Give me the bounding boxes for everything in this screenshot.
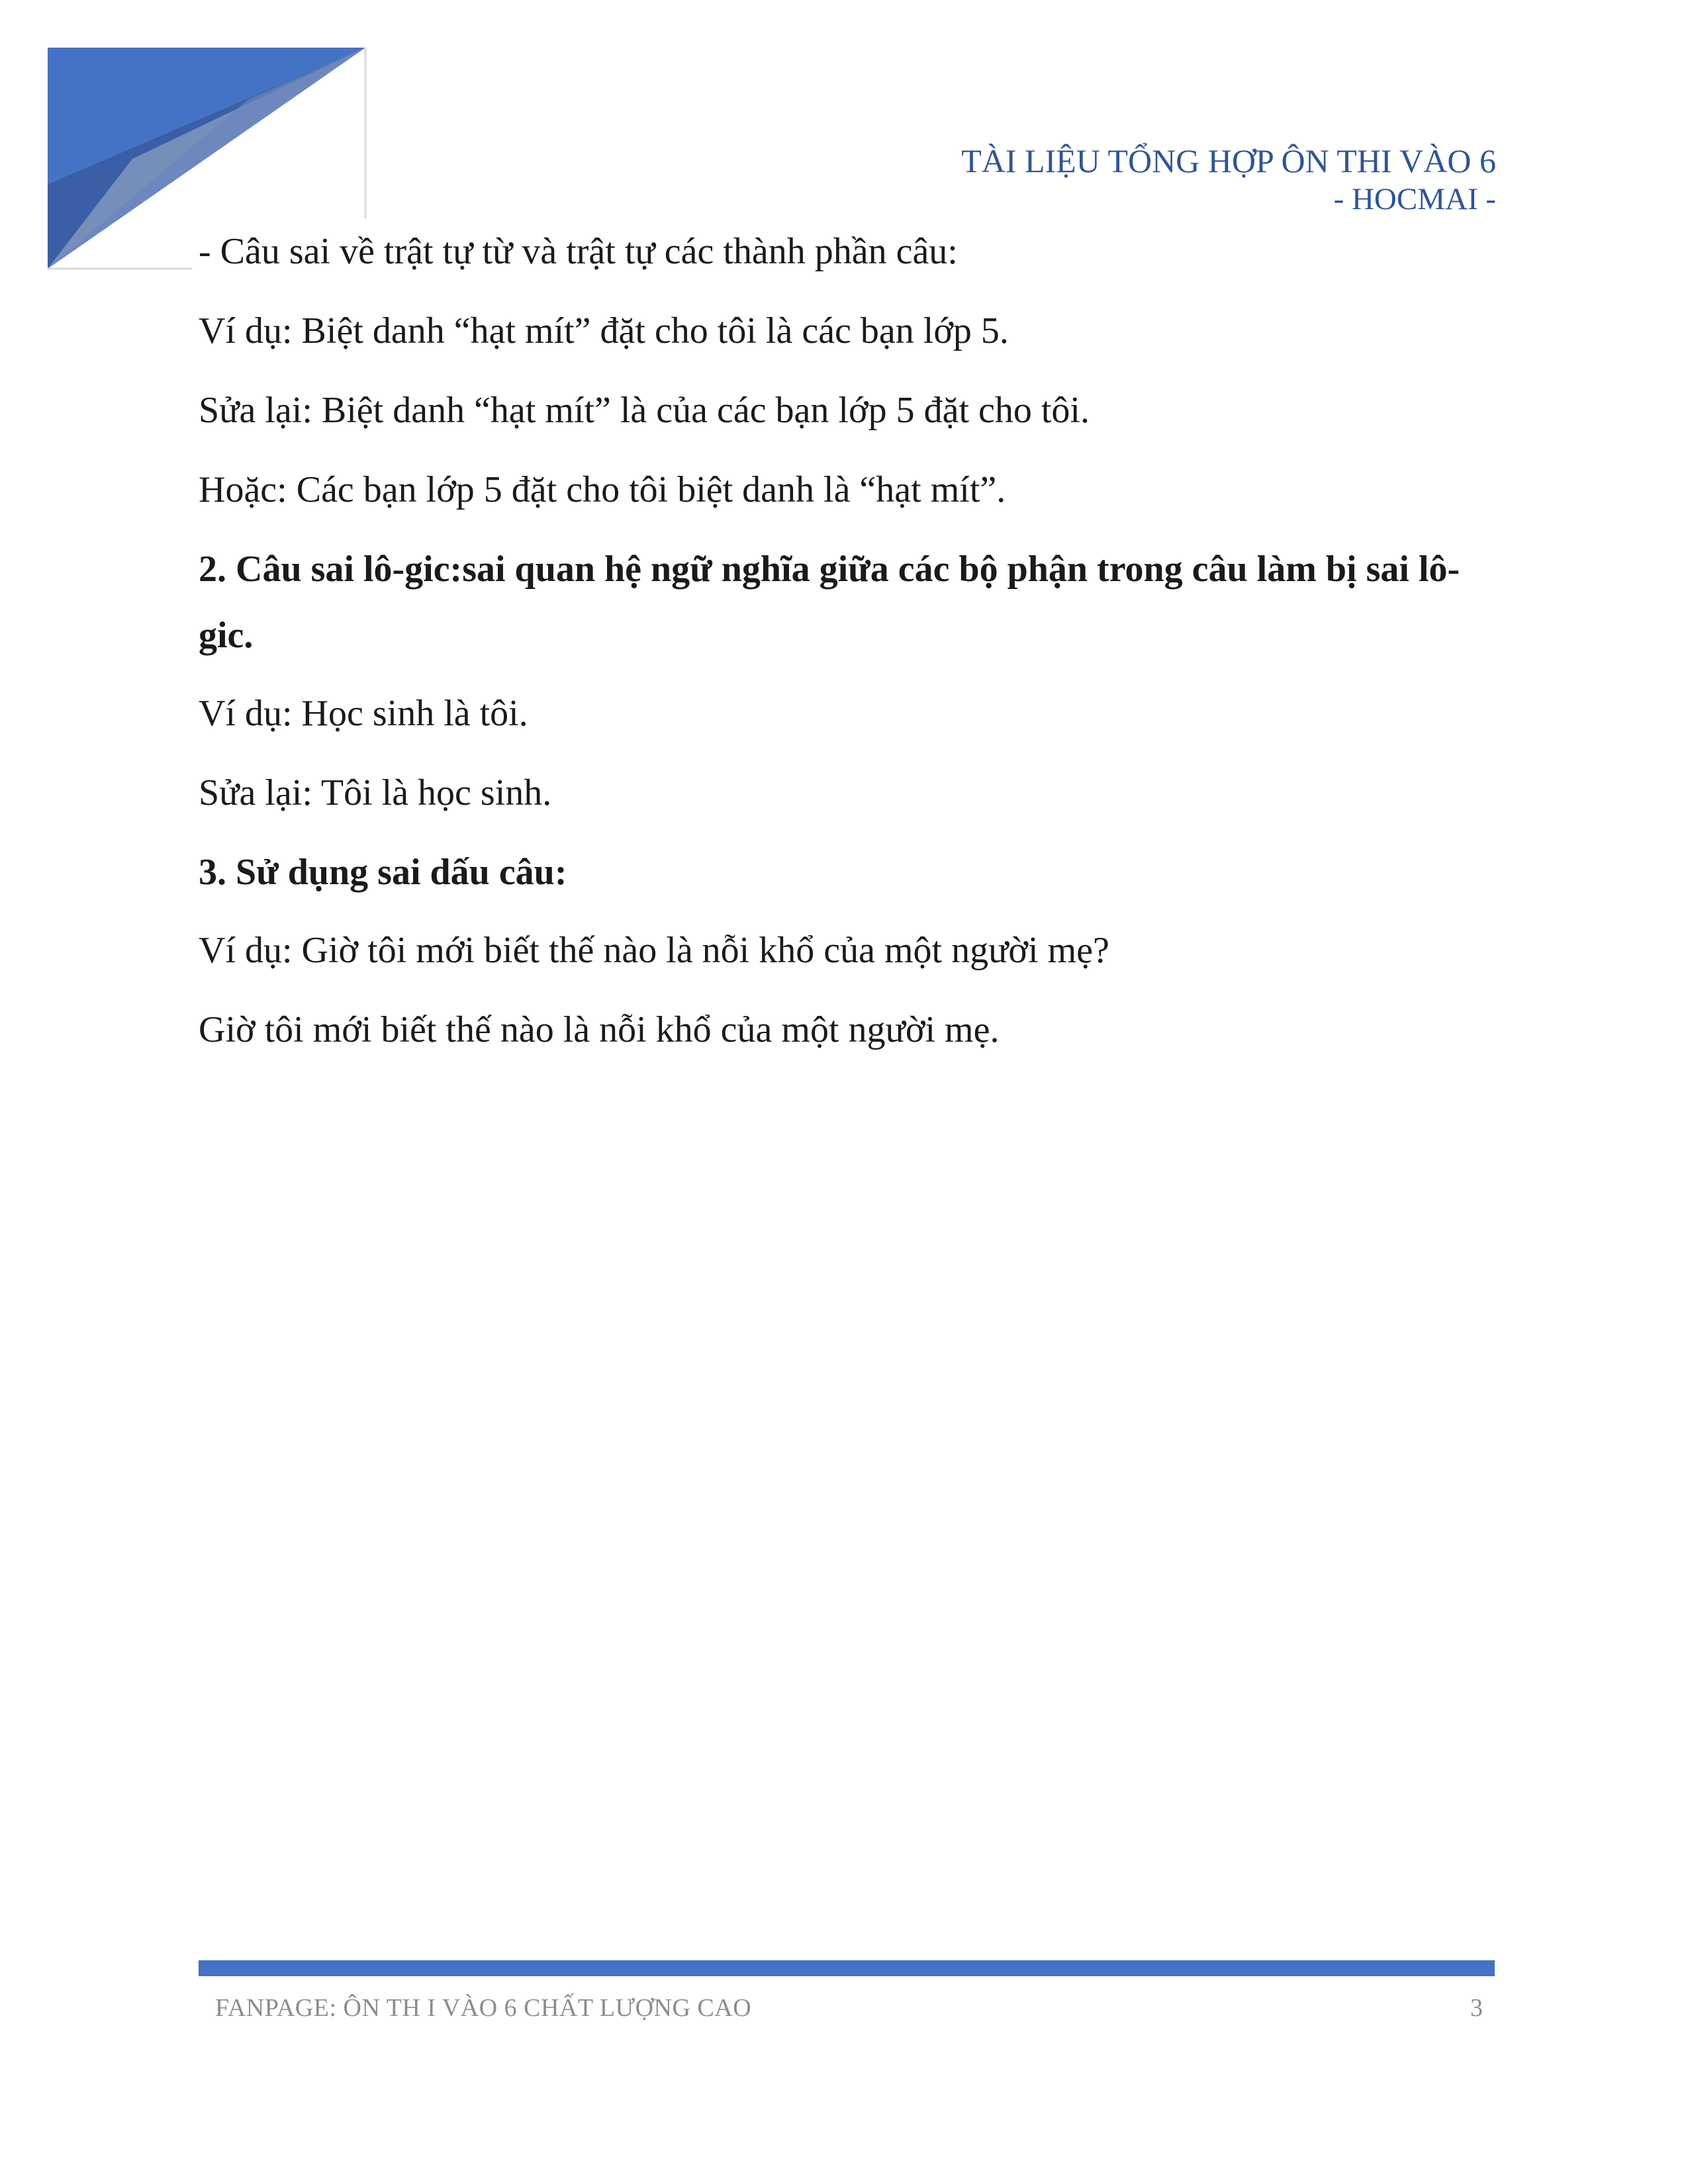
section-heading-3: 3. Sử dụng sai dấu câu: bbox=[199, 852, 567, 893]
body-line: Ví dụ: Giờ tôi mới biết thế nào là nỗi khổ của một người mẹ? bbox=[199, 930, 1109, 971]
footer-divider bbox=[199, 1960, 1495, 1976]
body-line: Ví dụ: Học sinh là tôi. bbox=[199, 693, 528, 734]
body-line: Sửa lại: Biệt danh “hạt mít” là của các bạn lớp 5 đặt cho tôi. bbox=[199, 390, 1090, 431]
page-header bbox=[961, 142, 1496, 218]
header-subtitle: - HOCMAI - bbox=[1333, 182, 1496, 216]
body-line: Hoặc: Các bạn lớp 5 đặt cho tôi biệt danh là “hạt mít”. bbox=[199, 469, 1006, 510]
section-heading-2: 2. Câu sai lô-gic:sai quan hệ ngữ nghĩa giữa các bộ phận trong câu làm bị sai lô-gic. bbox=[199, 549, 1460, 656]
body-line: Ví dụ: Biệt danh “hạt mít” đặt cho tôi là các bạn lớp 5. bbox=[199, 310, 1009, 351]
body-line: - Câu sai về trật tự từ và trật tự các thành phần câu: bbox=[199, 231, 958, 272]
header-title: TÀI LIỆU TỔNG HỢP ÔN THI VÀO 6 bbox=[961, 142, 1496, 179]
body-line: Sửa lại: Tôi là học sinh. bbox=[199, 772, 552, 813]
page-number: 3 bbox=[1470, 1994, 1483, 2022]
body-line: Giờ tôi mới biết thế nào là nỗi khổ của một người mẹ. bbox=[199, 1009, 1000, 1050]
document-body bbox=[199, 218, 1496, 1076]
footer-fanpage-text: FANPAGE: ÔN TH I VÀO 6 CHẤT LƯỢNG CAO bbox=[215, 1994, 752, 2022]
